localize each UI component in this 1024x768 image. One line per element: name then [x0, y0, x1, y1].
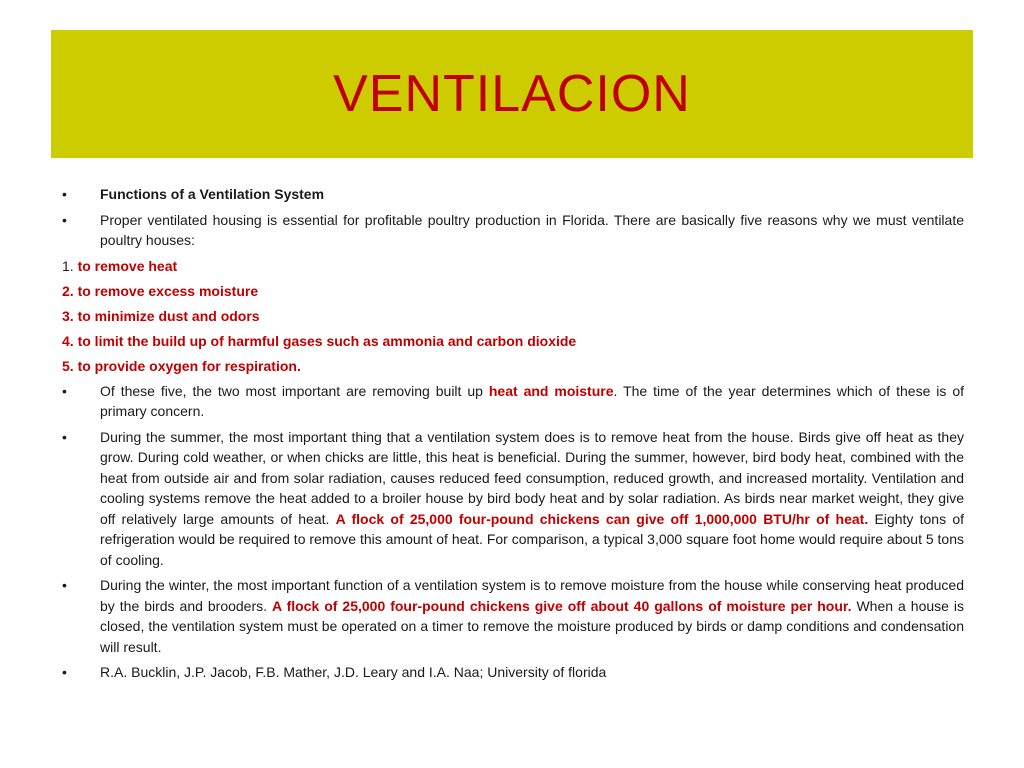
reason-text: to minimize dust and odors — [73, 307, 260, 324]
reason-item-5 — [62, 356, 964, 377]
bullet-credits — [62, 662, 964, 683]
reason-number: 2. — [62, 282, 74, 299]
reason-item-1 — [62, 256, 964, 277]
slide-body — [62, 184, 964, 688]
credits-text: R.A. Bucklin, J.P. Jacob, F.B. Mather, J.D. Leary and I.A. Naa; University of florida — [100, 664, 607, 680]
reason-text: to limit the build up of harmful gases such as ammonia and carbon dioxide — [73, 332, 577, 349]
reason-number: 5. — [62, 357, 74, 374]
title-banner — [51, 30, 973, 158]
bullet-marker: • — [62, 382, 67, 399]
reason-text: to provide oxygen for respiration. — [73, 357, 301, 374]
bullet-marker: • — [62, 211, 67, 228]
bullet-intro — [62, 210, 964, 251]
paragraph-text: During the winter, the most important function of a ventilation system is to remove moisture from the house while conserving heat produced by the birds and brooders. — [100, 577, 964, 614]
paragraph-text: During the summer, the most important thing that a ventilation system does is to remove heat from the house. Birds give off heat as they grow. During cold weather, or when chicks are little, this heat is beneficial. During the summer, however, bird body heat, combined with the heat from outside air and from solar radiation, causes reduced feed consumption, reduced growth, and increased mortality. Ventilation and cooling systems remove the heat added to a broiler house by bird body heat and by solar radiation. As birds near market weight, they give off relatively large amounts of heat. — [100, 428, 964, 527]
reason-number: 3. — [62, 307, 74, 324]
highlight-text: heat and moisture — [488, 382, 614, 399]
bullet-heading — [62, 184, 964, 205]
reason-item-4 — [62, 331, 964, 352]
reason-text: to remove excess moisture — [73, 282, 259, 299]
section-heading: Functions of a Ventilation System — [100, 186, 325, 202]
bullet-marker: • — [62, 186, 67, 202]
bullet-importance — [62, 381, 964, 422]
intro-text: Proper ventilated housing is essential for profitable poultry production in Florida. There are basically five reasons why we must ventilate poultry houses: — [100, 211, 964, 248]
paragraph-text: When a house is closed, the ventilation system must be operated on a timer to remove the moisture produced by birds or damp conditions and condensation will result. — [100, 597, 965, 655]
reason-text: to remove heat — [73, 257, 178, 274]
highlight-text: A flock of 25,000 four-pound chickens give off about 40 gallons of moisture per hour. — [272, 597, 852, 614]
reason-item-3 — [62, 306, 964, 327]
reason-number: 4. — [62, 332, 74, 349]
reason-number: 1. — [62, 257, 74, 274]
bullet-marker: • — [62, 428, 67, 445]
bullet-marker: • — [62, 577, 67, 593]
paragraph-text: Eighty tons of refrigeration would be required to remove this amount of heat. For comparison, a typical 3,000 square foot home would require about 5 tons of cooling. — [100, 510, 965, 568]
bullet-marker: • — [62, 664, 67, 680]
paragraph-text: . The time of the year determines which of these is of primary concern. — [100, 382, 964, 419]
slide-title: VENTILACION — [333, 65, 691, 123]
bullet-winter — [62, 575, 964, 657]
paragraph-text: Of these five, the two most important are removing built up — [100, 382, 489, 399]
bullet-summer — [62, 427, 964, 571]
reason-item-2 — [62, 281, 964, 302]
highlight-text: A flock of 25,000 four-pound chickens can give off 1,000,000 BTU/hr of heat. — [335, 510, 869, 527]
